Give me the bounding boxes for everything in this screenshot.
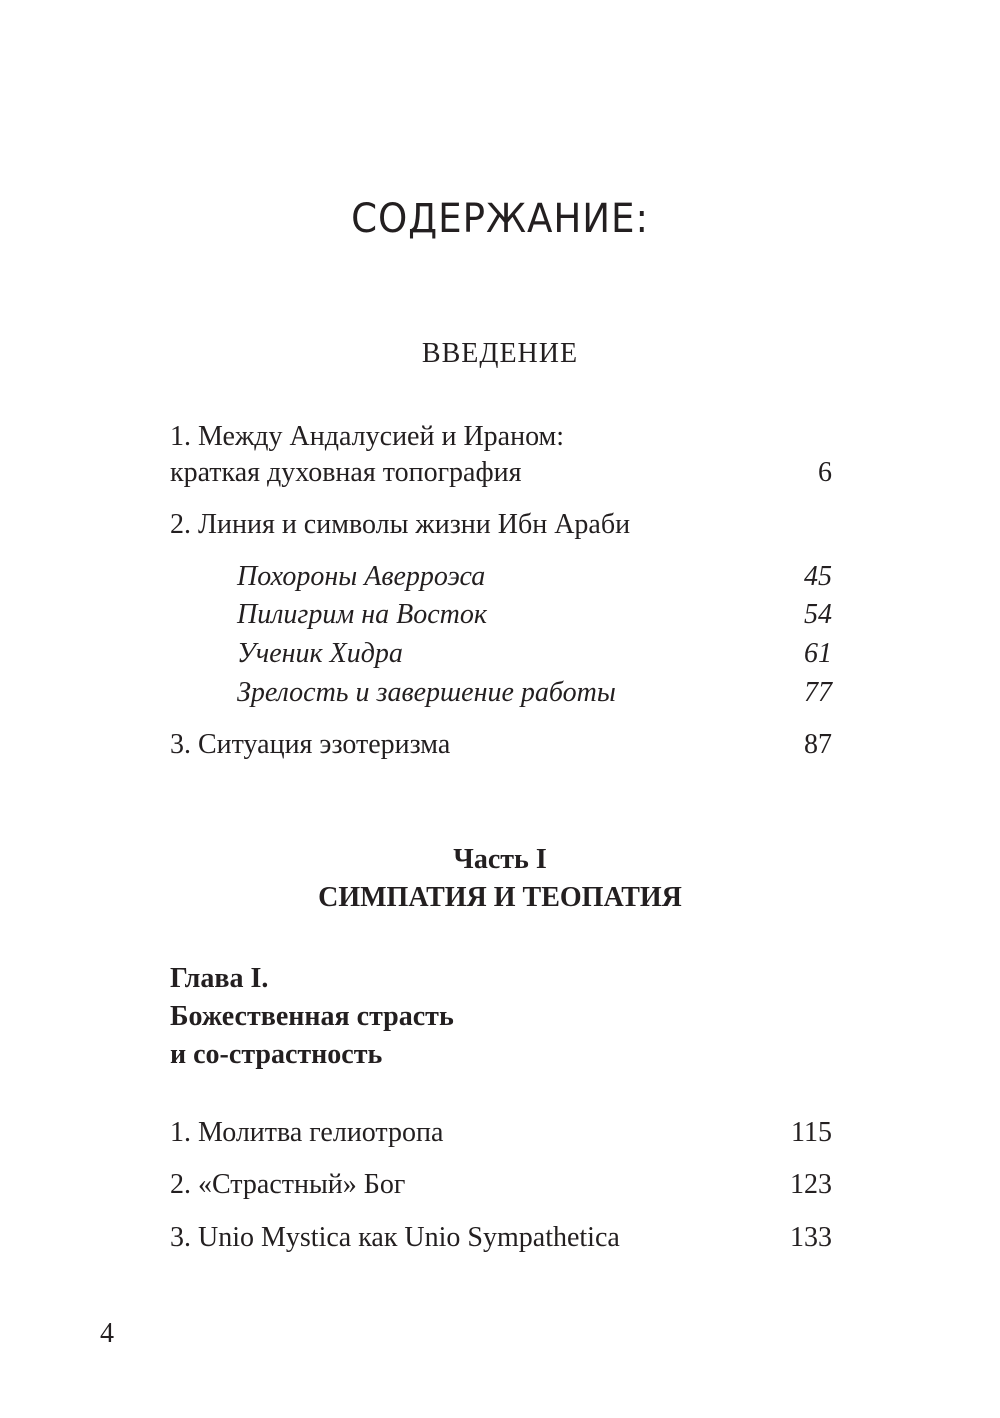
chapter-entry-page: 133 [790,1222,832,1253]
toc-entry-label: 1. Между Андалусией и Ираном: [170,421,565,452]
toc-subentry [237,637,832,671]
part-label: Часть I [453,844,547,875]
toc-subentry-page: 45 [804,561,832,592]
toc-subentry-page: 61 [804,638,832,669]
toc-subentry-page: 54 [804,599,832,630]
chapter-entry-label: 2. «Страстный» Бог [170,1169,406,1200]
chapter-entry-page: 115 [791,1117,832,1148]
chapter-title-line2: и со-страстность [170,1039,383,1070]
toc-subentry-label: Ученик Хидра [237,638,403,669]
toc-subentry-label: Зрелость и завершение работы [237,677,616,708]
toc-entry-1-line2 [170,456,832,490]
toc-subentry-label: Пилигрим на Восток [237,599,487,630]
toc-subentry [237,560,832,594]
chapter-entry [170,1168,832,1202]
toc-entry-page: 87 [804,729,832,760]
toc-entry-label: краткая духовная топография [170,457,522,488]
chapter-entry [170,1221,832,1255]
toc-entry-3 [170,728,832,762]
introduction-heading: ВВЕДЕНИЕ [421,338,579,369]
page-title: СОДЕРЖАНИЕ: [351,196,649,242]
toc-entry-2 [170,508,832,542]
chapter-entry [170,1116,832,1150]
toc-subentry [237,598,832,632]
toc-entry-1-line1 [170,420,832,454]
toc-subentry-label: Похороны Аверроэса [237,561,486,592]
part-title: СИМПАТИЯ И ТЕОПАТИЯ [318,882,682,913]
page-number: 4 [100,1318,114,1349]
toc-subentry-page: 77 [804,677,832,708]
chapter-entry-label: 1. Молитва гелиотропа [170,1117,444,1148]
toc-entry-label: 2. Линия и символы жизни Ибн Араби [170,509,631,540]
chapter-entry-label: 3. Unio Mystica как Unio Sympathetica [170,1222,620,1253]
toc-subentry [237,676,832,710]
toc-entry-label: 3. Ситуация эзотеризма [170,729,451,760]
toc-entry-page: 6 [818,457,832,488]
chapter-entry-page: 123 [790,1169,832,1200]
chapter-title-line1: Божественная страсть [170,1001,454,1032]
chapter-number: Глава I. [170,963,269,994]
